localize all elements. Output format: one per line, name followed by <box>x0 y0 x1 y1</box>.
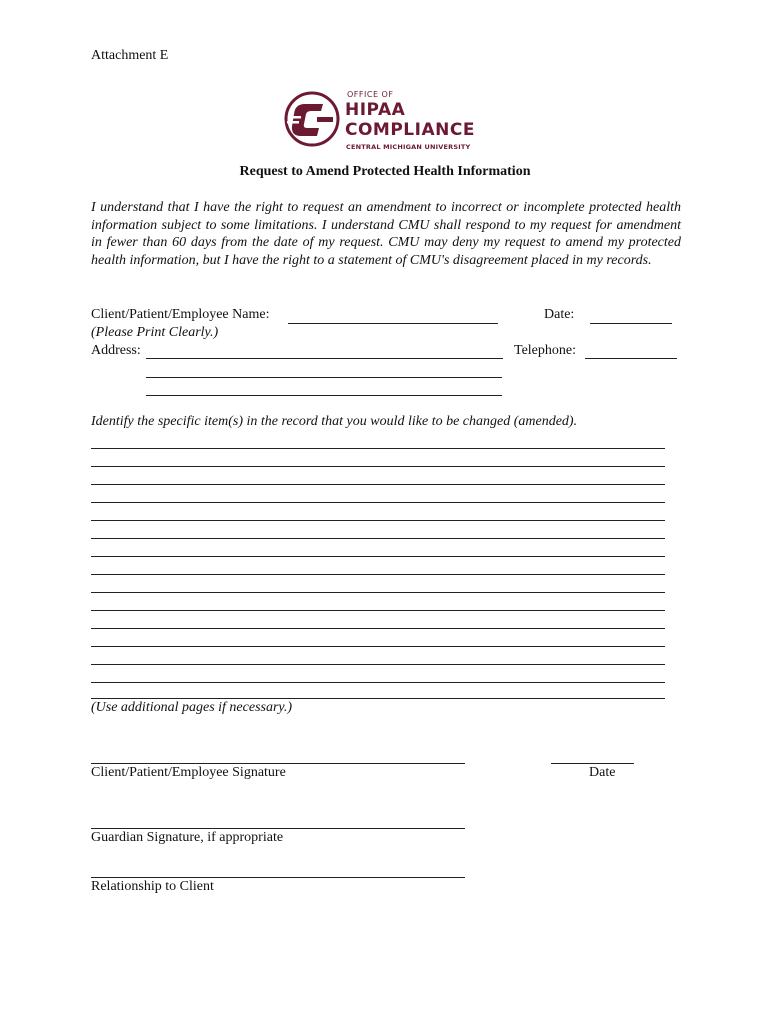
name-label: Client/Patient/Employee Name: <box>91 307 270 322</box>
hipaa-compliance-logo <box>283 88 493 154</box>
guardian-signature-field[interactable] <box>91 828 465 829</box>
amendment-line[interactable] <box>91 574 665 575</box>
attachment-label: Attachment E <box>91 48 169 63</box>
print-note: (Please Print Clearly.) <box>91 325 219 340</box>
signature-date-field[interactable] <box>551 763 634 764</box>
address-field-line-2[interactable] <box>146 377 502 378</box>
amendment-line[interactable] <box>91 556 665 557</box>
amendment-line[interactable] <box>91 646 665 647</box>
logo-office-of: OFFICE OF <box>347 90 394 99</box>
telephone-field[interactable] <box>585 358 677 359</box>
logo-hipaa: HIPAA <box>345 100 406 120</box>
telephone-label: Telephone: <box>514 343 576 358</box>
relationship-label: Relationship to Client <box>91 879 214 894</box>
amendment-line[interactable] <box>91 484 665 485</box>
guardian-label: Guardian Signature, if appropriate <box>91 830 284 845</box>
logo-university: CENTRAL MICHIGAN UNIVERSITY <box>346 143 471 151</box>
amendment-line[interactable] <box>91 682 665 683</box>
additional-pages-note: (Use additional pages if necessary.) <box>91 700 293 715</box>
amendment-line[interactable] <box>91 448 665 449</box>
amendment-line[interactable] <box>91 664 665 665</box>
logo-compliance: COMPLIANCE <box>345 120 475 140</box>
amendment-line[interactable] <box>91 698 665 699</box>
amendment-line[interactable] <box>91 592 665 593</box>
identify-label: Identify the specific item(s) in the record that you would like to be changed (amended). <box>91 414 578 429</box>
amendment-line[interactable] <box>91 538 665 539</box>
date-field[interactable] <box>590 323 672 324</box>
name-field[interactable] <box>288 323 498 324</box>
address-field-line-3[interactable] <box>146 395 502 396</box>
amendment-line[interactable] <box>91 466 665 467</box>
signature-field[interactable] <box>91 763 465 764</box>
address-label: Address: <box>91 343 141 358</box>
intro-paragraph: I understand that I have the right to request an amendment to incorrect or incomplete protected health information subject to some limitations. I understand CMU shall respond to my request for amendment in fewer than 60 days from the date of my request. CMU may deny my request to amend my protected health information, but I have the right to a statement of CMU's disagreement placed in my records. <box>91 200 681 268</box>
signature-date-label: Date <box>589 765 616 780</box>
form-title: Request to Amend Protected Health Information <box>239 164 531 179</box>
amendment-line[interactable] <box>91 610 665 611</box>
address-field-line-1[interactable] <box>146 358 503 359</box>
amendment-line[interactable] <box>91 502 665 503</box>
amendment-line[interactable] <box>91 628 665 629</box>
date-label: Date: <box>544 307 575 322</box>
amendment-line[interactable] <box>91 520 665 521</box>
relationship-field[interactable] <box>91 877 465 878</box>
signature-label: Client/Patient/Employee Signature <box>91 765 286 780</box>
cmu-c-logo-icon <box>283 90 341 148</box>
